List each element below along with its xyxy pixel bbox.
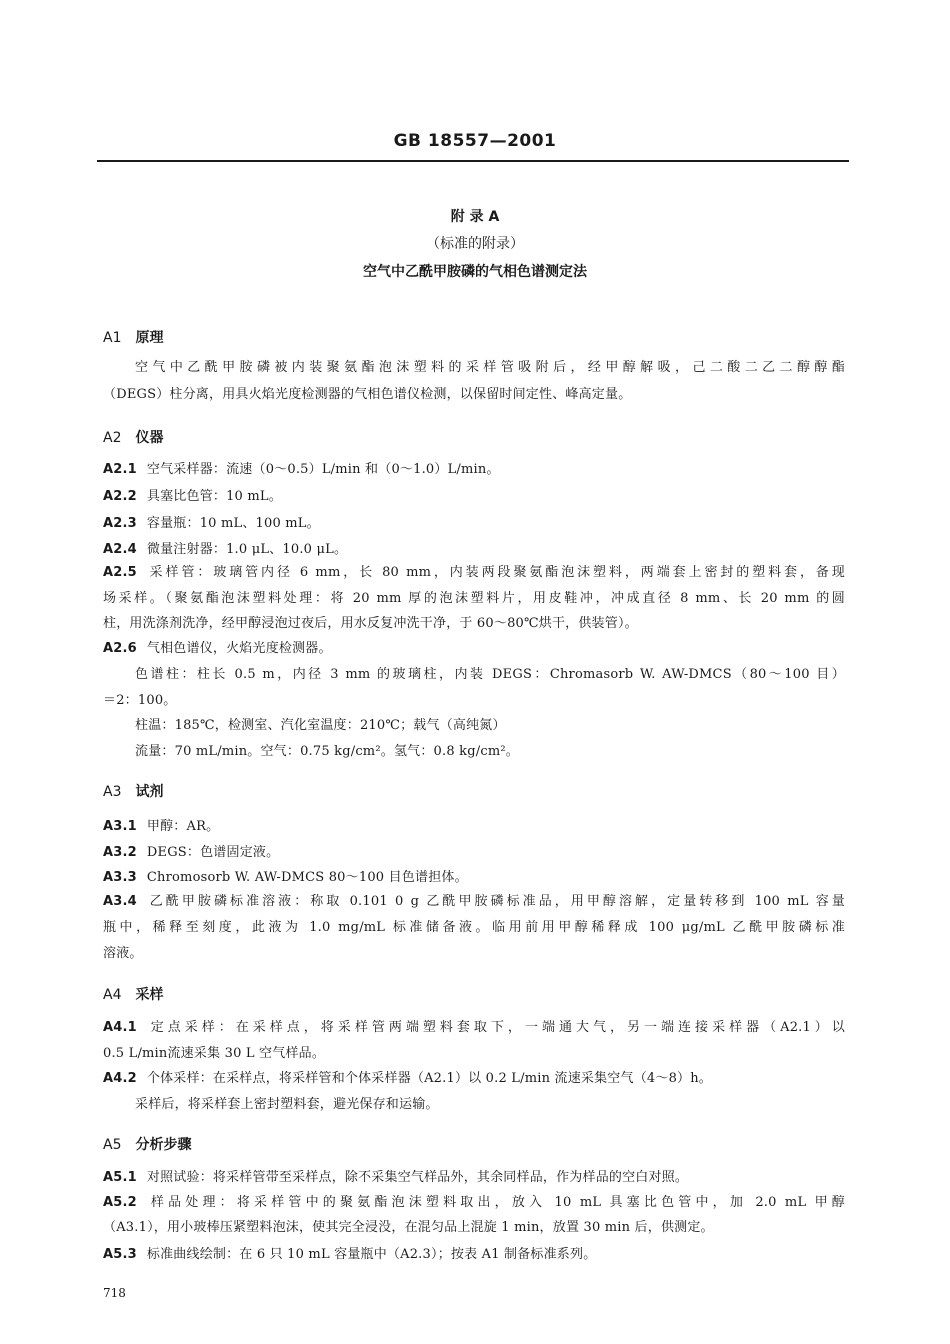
section-a5-heading: A5 分析步骤 (103, 1137, 192, 1153)
clause-a4-1: A4.1 定点采样：在采样点，将采样管两端塑料套取下，一端通大气，另一端连接采样器（A2.1）以 (103, 1020, 845, 1035)
clause-a2-4: A2.4 微量注射器：1.0 μL、10.0 μL。 (103, 542, 348, 557)
clause-a2-2: A2.2 具塞比色管：10 mL。 (103, 489, 282, 504)
clause-a3-3: A3.3 Chromosorb W. AW-DMCS 80～100 目色谱担体。 (103, 870, 468, 885)
clause-a5-2: A5.2 样品处理：将采样管中的聚氨酯泡沫塑料取出，放入 10 mL 具塞比色管中，加 2.0 mL 甲醇 (103, 1195, 845, 1210)
paragraph-line: （A3.1），用小玻棒压紧塑料泡沫，使其完全浸没，在混匀品上混旋 1 min，放置 30 min 后，供测定。 (103, 1220, 714, 1235)
section-a1-heading: A1 原理 (103, 330, 164, 346)
header-rule (97, 160, 849, 162)
paragraph-line: 溶液。 (103, 946, 143, 961)
section-a4-heading: A4 采样 (103, 987, 164, 1003)
paragraph-line: ＝2：100。 (103, 693, 177, 708)
annex-name: 空气中乙酰甲胺磷的气相色谱测定法 (363, 264, 587, 280)
paragraph-line: 流量：70 mL/min。空气：0.75 kg/cm²。氢气：0.8 kg/cm²。 (135, 744, 519, 759)
clause-a3-4: A3.4 乙酰甲胺磷标准溶液：称取 0.101 0 g 乙酰甲胺磷标准品，用甲醇溶解，定量转移到 100 mL 容量 (103, 894, 845, 909)
paragraph-line: 场采样。（聚氨酯泡沫塑料处理：将 20 mm 厚的泡沫塑料片，用皮鞋冲，冲成直径 8 mm、长 20 mm 的圆 (103, 591, 845, 606)
annex-subtitle: （标准的附录） (426, 236, 524, 252)
clause-a3-1: A3.1 甲醇：AR。 (103, 819, 220, 834)
clause-a2-6: A2.6 气相色谱仪，火焰光度检测器。 (103, 641, 332, 656)
paragraph-line: （DEGS）柱分离，用具火焰光度检测器的气相色谱仪检测，以保留时间定性、峰高定量。 (103, 387, 632, 402)
paragraph-line: 空气中乙酰甲胺磷被内装聚氨酯泡沫塑料的采样管吸附后，经甲醇解吸，己二酸二乙二醇醇酯 (135, 360, 845, 375)
paragraph-line: 色谱柱：柱长 0.5 m，内径 3 mm 的玻璃柱，内装 DEGS：Chromasorb W. AW-DMCS（80～100 目） (135, 667, 845, 682)
paragraph-line: 柱温：185℃，检测室、汽化室温度：210℃；载气（高纯氮） (135, 718, 506, 733)
paragraph-line: 采样后，将采样套上密封塑料套，避光保存和运输。 (135, 1097, 439, 1112)
section-a2-heading: A2 仪器 (103, 430, 164, 446)
clause-a4-2: A4.2 个体采样：在采样点，将采样管和个体采样器（A2.1）以 0.2 L/min 流速采集空气（4～8）h。 (103, 1071, 713, 1086)
paragraph-line: 瓶中，稀释至刻度，此液为 1.0 mg/mL 标准储备液。临用前用甲醇稀释成 100 μg/mL 乙酰甲胺磷标准 (103, 920, 845, 935)
annex-title: 附 录 A (450, 209, 500, 225)
standard-number-header: GB 18557—2001 (393, 131, 557, 151)
clause-a2-5: A2.5 采样管：玻璃管内径 6 mm，长 80 mm，内装两段聚氨酯泡沫塑料，两端套上密封的塑料套，备现 (103, 565, 845, 580)
paragraph-line: 0.5 L/min流速采集 30 L 空气样品。 (103, 1046, 326, 1061)
page-number: 718 (103, 1286, 126, 1300)
clause-a5-3: A5.3 标准曲线绘制：在 6 只 10 mL 容量瓶中（A2.3）；按表 A1 制备标准系列。 (103, 1247, 597, 1262)
clause-a2-1: A2.1 空气采样器：流速（0～0.5）L/min 和（0～1.0）L/min。 (103, 462, 500, 477)
clause-a2-3: A2.3 容量瓶：10 mL、100 mL。 (103, 516, 320, 531)
section-a3-heading: A3 试剂 (103, 784, 164, 800)
clause-a3-2: A3.2 DEGS：色谱固定液。 (103, 845, 280, 860)
clause-a5-1: A5.1 对照试验：将采样管带至采样点，除不采集空气样品外，其余同样品，作为样品的空白对照。 (103, 1170, 689, 1185)
paragraph-line: 柱，用洗涤剂洗净，经甲醇浸泡过夜后，用水反复冲洗干净，于 60～80℃烘干，供装管）。 (103, 616, 638, 631)
